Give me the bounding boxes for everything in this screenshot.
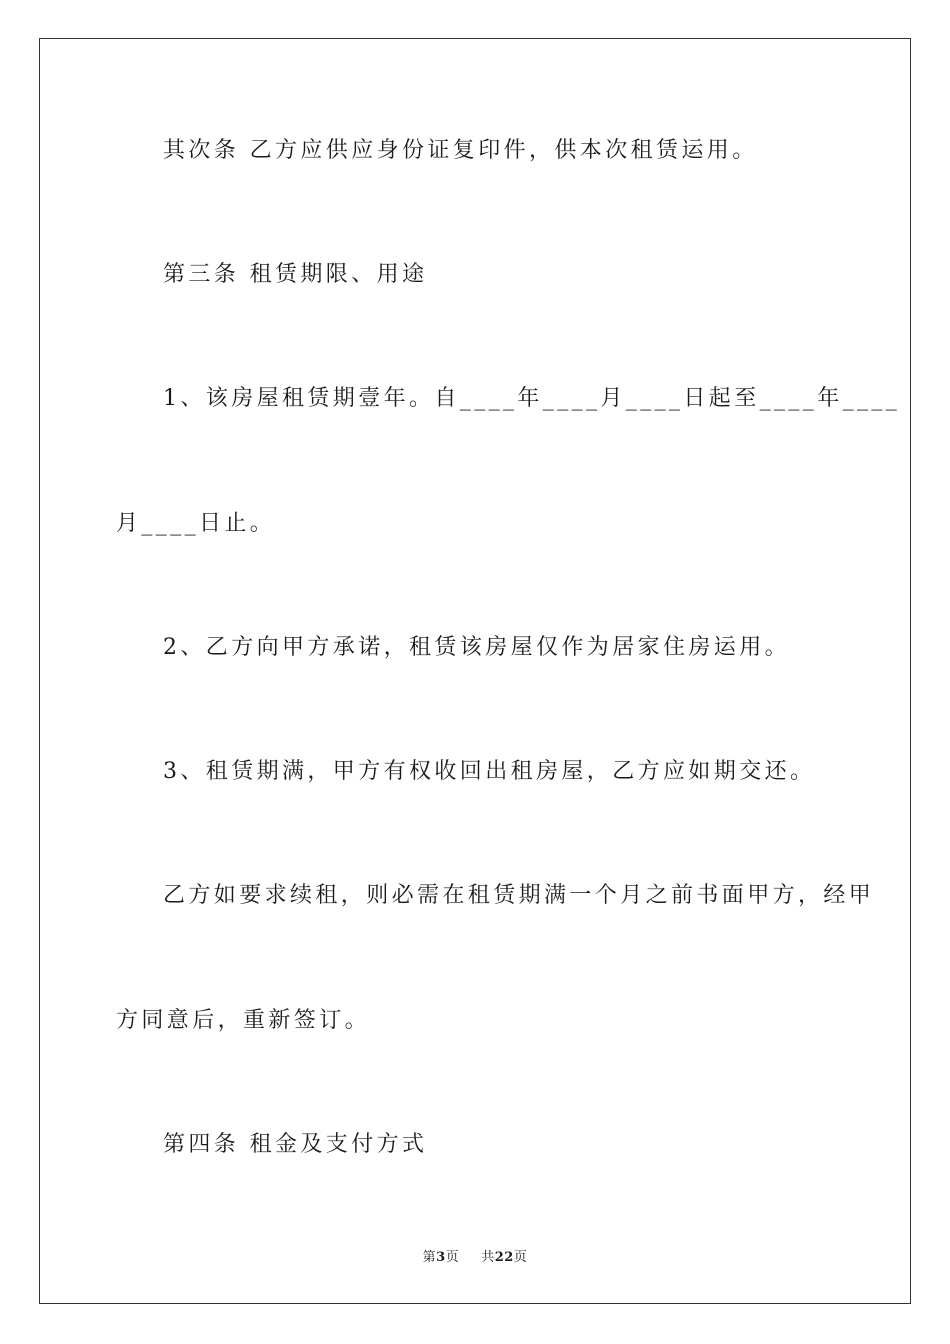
paragraph-line-4: 月____日止。 (116, 511, 276, 536)
paragraph-line-6: 3、租赁期满，甲方有权收回出租房屋，乙方应如期交还。 (163, 759, 816, 784)
footer-page-prefix: 第 (422, 1250, 437, 1265)
page-footer (0, 1246, 950, 1265)
footer-page-suffix: 页 (445, 1250, 460, 1265)
footer-total-suffix: 页 (513, 1250, 528, 1265)
footer-total-pages: 22 (494, 1250, 514, 1265)
paragraph-line-3: 1、该房屋租赁期壹年。自____年____月____日起至____年____ (163, 386, 901, 411)
footer-total-prefix: 共 (481, 1250, 495, 1265)
paragraph-line-5: 2、乙方向甲方承诺，租赁该房屋仅作为居家住房运用。 (163, 635, 790, 660)
paragraph-line-8: 方同意后，重新签订。 (116, 1008, 371, 1033)
paragraph-line-1: 其次条 乙方应供应身份证复印件，供本次租赁运用。 (163, 138, 758, 163)
page-frame (39, 38, 911, 1304)
section-heading-4: 第四条 租金及支付方式 (163, 1132, 428, 1157)
footer-page-number: 3 (436, 1250, 446, 1265)
paragraph-line-7: 乙方如要求续租，则必需在租赁期满一个月之前书面甲方，经甲 (163, 883, 875, 908)
section-heading-3: 第三条 租赁期限、用途 (163, 262, 428, 287)
